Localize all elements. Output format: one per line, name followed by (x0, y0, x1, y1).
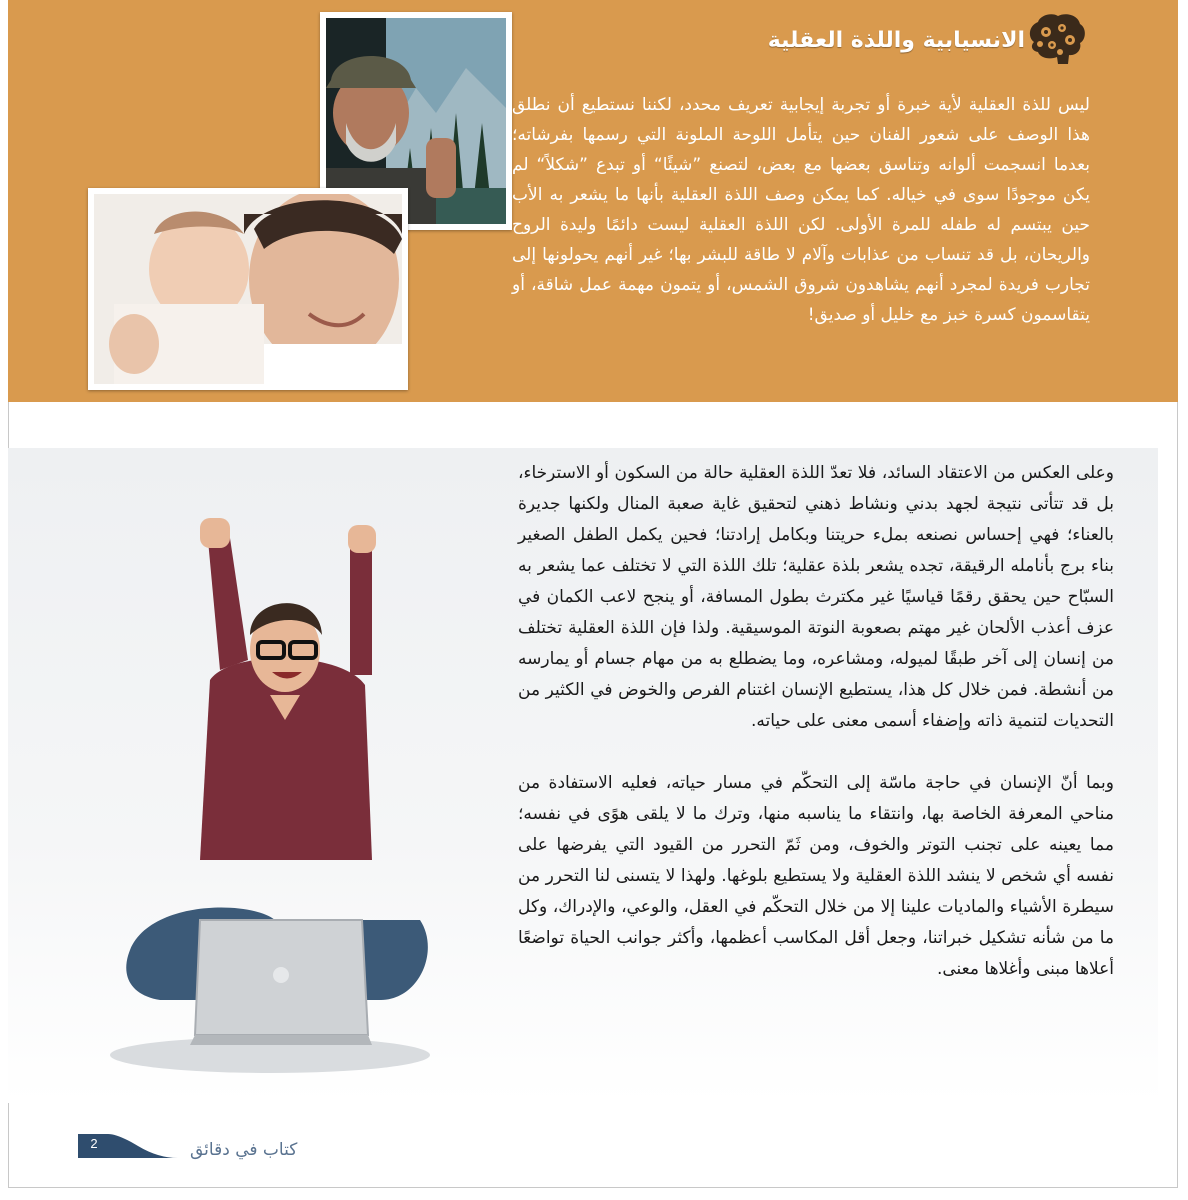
book-title: كتاب في دقائق (190, 1140, 298, 1160)
intro-text (512, 90, 1090, 330)
main-article (518, 458, 1114, 1016)
celebrating-man-laptop-image (100, 480, 445, 1080)
article-paragraph-1: وعلى العكس من الاعتقاد السائد، فلا تعدّ اللذة العقلية حالة من السكون أو الاسترخاء، بل قد تتأتى نتيجة لجهد بدني ونشاط ذهني لتحقيق غاية صعبة المنال ولكنها جديرة بالعناء؛ فهي إحساس نصنعه بملء حريتنا وبكامل إرادتنا؛ فحين يكمل الطفل الصغير بناء برج بأنامله الرقيقة، تجده يشعر بلذة عقلية؛ تلك اللذة التي لا تختلف عما يشعر به السبّاح حين يحقق رقمًا قياسيًا غير مكترث بطول المسافة، أو ينجح لاعب الكمان في عزف أعذب الألحان غير مهتم بصعوبة النوتة الموسيقية. ولذا فإن اللذة العقلية تختلف من إنسان إلى آخر طبقًا لميوله، ومشاعره، وما يضطلع به من مهام جسام أو يمارسه من أنشطة. فمن خلال كل هذا، يستطيع الإنسان اغتنام الفرص والخوض في الكثير من التحديات لتنمية ذاته وإضفاء أسمى معنى على حياته. (518, 463, 1114, 731)
father-baby-photo (88, 188, 408, 390)
page-number: 2 (90, 1136, 98, 1151)
brain-gears-icon (1024, 12, 1088, 68)
article-paragraph-2: وبما أنّ الإنسان في حاجة ماسّة إلى التحكّم في مسار حياته، فعليه الاستفادة من مناحي المعرفة الخاصة بها، وانتقاء ما يناسبه منها، وترك ما لا يلقى هوًى في نفسه؛ مما يعينه على تجنب التوتر والخوف، ومن ثَمّ التحرر من القيود التي يفرضها على نفسه أي شخص لا ينشد اللذة العقلية ولا يستطيع بلوغها. ولهذا لا يتسنى لنا التحرر من سيطرة الأشياء والماديات علينا إلا من خلال التحكّم في العقل، والوعي، والإدراك، وكل ما من شأنه تشكيل خبراتنا، وجعل أقل المكاسب أعظمها، وأكثر جوانب الحياة تواضعًا أعلاها مبنى وأغلاها معنى. (518, 773, 1114, 979)
section-title: الانسيابية واللذة العقلية (767, 28, 1025, 53)
intro-paragraph: ليس للذة العقلية لأية خبرة أو تجربة إيجابية تعريف محدد، لكننا نستطيع أن نطلق هذا الوصف على شعور الفنان حين يتأمل اللوحة الملونة التي رسمها بفرشاته؛ بعدما انسجمت ألوانه وتناسق بعضها مع بعض، لتصنع ”شيئًا“ أو تبدع ”شكلاً“ لم يكن موجودًا سوى في خياله. كما يمكن وصف اللذة العقلية بأنها ما يشعر به الأب حين يبتسم له طفله للمرة الأولى. لكن اللذة العقلية ليست دائمًا وليدة الروح والريحان، بل قد تنساب من عذابات وآلام لا طاقة للبشر بها؛ غير أنهم يحولونها إلى تجارب فريدة لمجرد أنهم يشاهدون شروق الشمس، أو يتمون مهمة عمل شاقة، أو يتقاسمون كسرة خبز مع خليل أو صديق! (512, 95, 1090, 325)
